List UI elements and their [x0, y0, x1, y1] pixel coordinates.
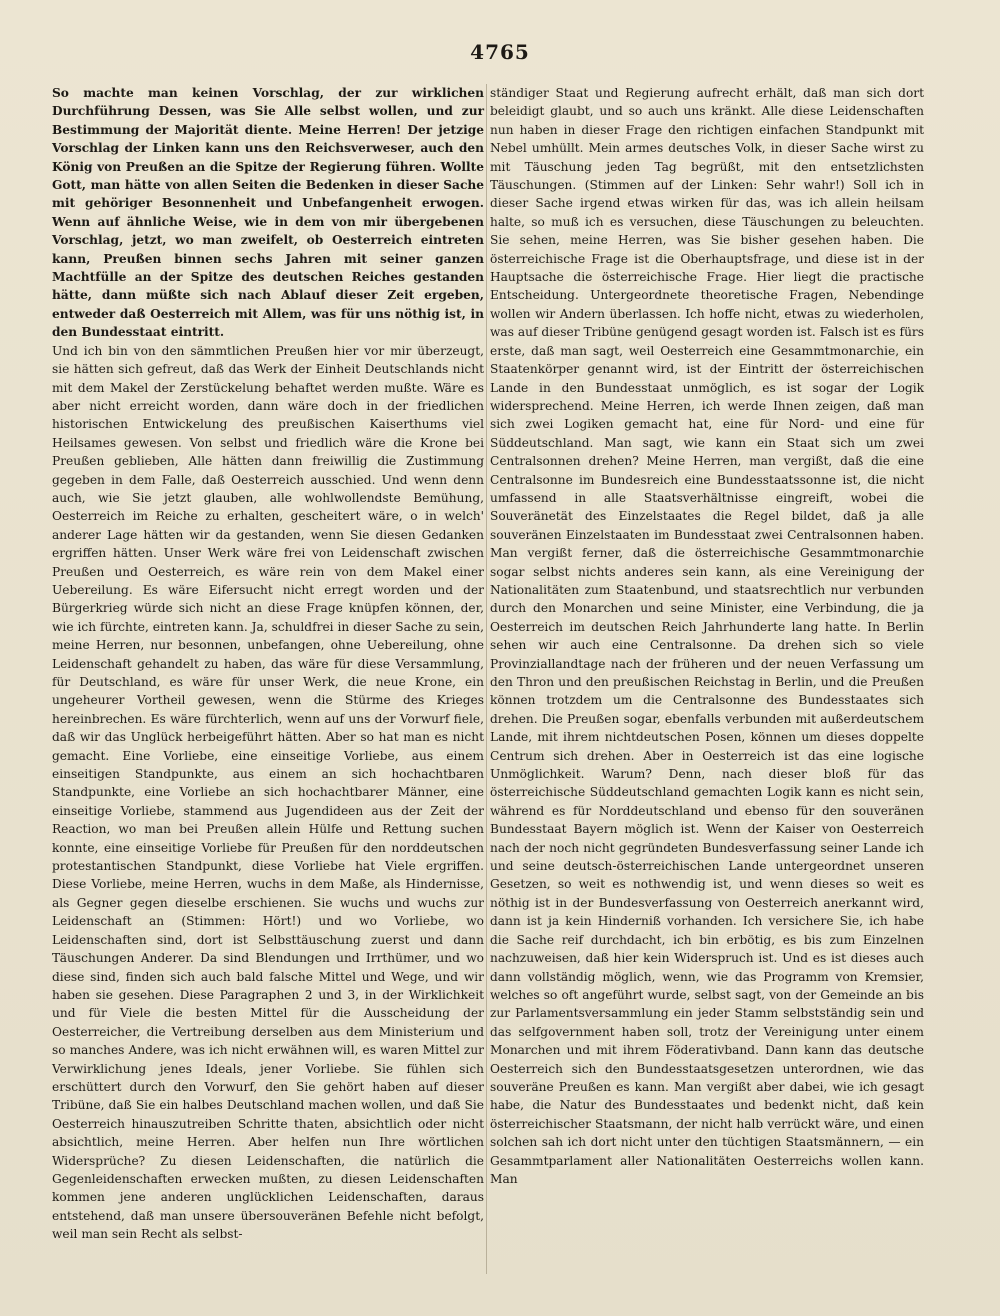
page-number: 4765 — [470, 40, 530, 64]
left-column-lead: So machte man keinen Vorschlag, der zur wirklichen Durchführung Dessen, was Sie Alle selbst wollen, und zur Bestimmung der Majorität diente. Meine Herren! Der jetzige Vorschlag der Linken kann uns den Reichsverweser, auch den König von Preußen an die Spitze der Regierung führen. Wollte Gott, man hätte von allen Seiten die Bedenken in dieser Sache mit gehöriger Besonnenheit und Unbefangenheit erwogen. Wenn auf ähnliche Weise, wie in dem von mir übergebenen Vorschlag, jetzt, wo man zweifelt, ob Oesterreich eintreten kann, Preußen binnen sechs Jahren mit seiner ganzen Machtfülle an der Spitze des deutschen Reiches gestanden hätte, dann müßte sich nach Ablauf dieser Zeit ergeben, entweder daß Oesterreich mit Allem, was für uns nöthig ist, in den Bundesstaat eintritt. — [52, 86, 484, 340]
right-column — [490, 84, 924, 1188]
left-column — [52, 84, 484, 1244]
left-column-body: Und ich bin von den sämmtlichen Preußen hier vor mir überzeugt, sie hätten sich gefreut, daß das Werk der Einheit Deutschlands nicht mit dem Makel der Zerstückelung behaftet werden mußte. Wäre es aber nicht erreicht worden, dann wäre doch in der friedlichen historischen Entwickelung des preußischen Kaiserthums viel Heilsames gewesen. Von selbst und friedlich wäre die Krone bei Preußen geblieben, Alle hätten dann freiwillig die Zustimmung gegeben in dem Falle, daß Oesterreich ausschied. Und wenn denn auch, wie Sie jetzt glauben, alle wohlwollendste Bemühung, Oesterreich im Reiche zu erhalten, gescheitert wäre, o in welch' anderer Lage hätten wir da gestanden, wenn Sie diesen Gedanken ergriffen hätten. Unser Werk wäre frei von Leidenschaft zwischen Preußen und Oesterreich, es wäre rein von dem Makel einer Uebereilung. Es wäre Eifersucht nicht erregt worden und der Bürgerkrieg würde sich nicht an diese Frage knüpfen können, der, wie ich fürchte, eintreten kann. Ja, schuldfrei in dieser Sache zu sein, meine Herren, nur besonnen, unbefangen, ohne Uebereilung, ohne Leidenschaft gehandelt zu haben, das wäre für diese Versammlung, für Deutschland, es wäre für unser Werk, die neue Krone, ein ungeheurer Vortheil gewesen, wenn die Stürme des Krieges hereinbrechen. Es wäre fürchterlich, wenn auf uns der Vorwurf fiele, daß wir das Unglück herbeigeführt hätten. Aber so hat man es nicht gemacht. Eine Vorliebe, eine einseitige Vorliebe, aus einem einseitigen Standpunkte, aus einem an sich hochachtbaren Standpunkte, eine Vorliebe an sich hochachtbarer Männer, eine einseitige Vorliebe, stammend aus Jugendideen aus der Zeit der Reaction, wo man bei Preußen allein Hülfe und Rettung suchen konnte, eine einseitige Vorliebe für Preußen für den norddeutschen protestantischen Standpunkt, diese Vorliebe hat Viele ergriffen. Diese Vorliebe, meine Herren, wuchs in dem Maße, als Hindernisse, als Gegner gegen dieselbe erschienen. Sie wuchs und wuchs zur Leidenschaft an (Stimmen: Hört!) und wo Vorliebe, wo Leidenschaften sind, dort ist Selbsttäuschung zuerst und dann Täuschungen Anderer. Da sind Blendungen und Irrthümer, und wo diese sind, finden sich auch bald falsche Mittel und Wege, und wir haben sie gesehen. Diese Paragraphen 2 und 3, in der Wirklichkeit und für Viele die besten Mittel für die Ausscheidung der Oesterreicher, die Vertreibung derselben aus dem Ministerium und so manches Andere, was ich nicht erwähnen will, es waren Mittel zur Verwirklichung jenes Ideals, jener Vorliebe. Sie fühlen sich erschüttert durch den Vorwurf, den Sie gehört haben auf dieser Tribüne, daß Sie ein halbes Deutschland machen wollen, und daß Sie Oesterreich hinauszutreiben Schritte thaten, absichtlich oder nicht absichtlich, meine Herren. Aber helfen nun Ihre wörtlichen Widersprüche? Zu diesen Leidenschaften, die natürlich die Gegenleidenschaften erwecken mußten, zu diesen Leidenschaften kommen jene anderen unglücklichen Leidenschaften, daraus entstehend, daß man unsere übersouveränen Befehle nicht befolgt, weil man sein Recht als selbst- — [52, 343, 484, 1242]
column-divider — [486, 84, 487, 1274]
right-column-body: ständiger Staat und Regierung aufrecht erhält, daß man sich dort beleidigt glaubt, und so auch uns kränkt. Alle diese Leidenschaften nun haben in dieser Frage den richtigen einfachen Standpunkt mit Nebel umhüllt. Mein armes deutsches Volk, in dieser Sache wirst zu mit Täuschung jeden Tag begrüßt, mit den entsetzlichsten Täuschungen. (Stimmen auf der Linken: Sehr wahr!) Soll ich in dieser Sache irgend etwas wirken für das, was ich allein heilsam halte, so muß ich es versuchen, diese Täuschungen zu beleuchten. Sie sehen, meine Herren, was Sie bisher gesehen haben. Die österreichische Frage ist die Oberhauptsfrage, und diese ist in der Hauptsache die österreichische Frage. Hier liegt die practische Entscheidung. Untergeordnete theoretische Fragen, Nebendinge wollen wir Andern überlassen. Ich hoffe nicht, etwas zu wiederholen, was auf dieser Tribüne genügend gesagt worden ist. Falsch ist es fürs erste, daß man sagt, weil Oesterreich eine Gesammtmonarchie, ein Staatenkörper genannt wird, ist der Eintritt der österreichischen Lande in den Bundesstaat unmöglich, es ist sogar der Logik widersprechend. Meine Herren, ich werde Ihnen zeigen, daß man sich zwei Logiken gemacht hat, eine für Nord- und eine für Süddeutschland. Man sagt, wie kann ein Staat sich um zwei Centralsonnen drehen? Meine Herren, man vergißt, daß die eine Centralsonne im Bundesreich eine Bundesstaatssonne ist, die nicht umfassend in alle Staatsverhältnisse eingreift, wobei die Souveränetät des Einzelstaates die Regel bildet, daß ja alle souveränen Einzelstaaten im Bundesstaat zwei Centralsonnen haben. Man vergißt ferner, daß die österreichische Gesammtmonarchie sogar selbst nichts anderes sein kann, als eine Vereinigung der Nationalitäten zum Staatenbund, und staatsrechtlich nur verbunden durch den Monarchen und seine Minister, eine Verbindung, die ja Oesterreich im deutschen Reich Jahrhunderte lang hatte. In Berlin sehen wir auch eine Centralsonne. Da drehen sich so viele Provinziallandtage nach der früheren und der neuen Verfassung um den Thron und den preußischen Reichstag in Berlin, und die Preußen können trotzdem um die Centralsonne des Bundesstaates sich drehen. Die Preußen sogar, ebenfalls verbunden mit außerdeutschem Lande, mit ihrem nichtdeutschen Posen, können um dieses doppelte Centrum sich drehen. Aber in Oesterreich ist das eine logische Unmöglichkeit. Warum? Denn, nach dieser bloß für das österreichische Süddeutschland gemachten Logik kann es nicht sein, während es für Norddeutschland und ebenso für den souveränen Bundesstaat Bayern möglich ist. Wenn der Kaiser von Oesterreich nach der noch nicht gegründeten Bundesverfassung seiner Lande ich und seine deutsch-österreichischen Lande untergeordnet unseren Gesetzen, so weit es nothwendig ist, und wenn dieses so weit es nöthig ist in der Bundesverfassung von Oesterreich anerkannt wird, dann ist ja kein Hinderniß vorhanden. Ich versichere Sie, ich habe die Sache reif durchdacht, ich bin erbötig, es bis zum Einzelnen nachzuweisen, daß hier kein Widerspruch ist. Und es ist dieses auch dann vollständig möglich, wenn, wie das Programm von Kremsier, welches so oft angeführt wurde, selbst sagt, von der Gemeinde an bis zur Parlamentsversammlung ein jeder Stamm selbstständig sein und das selfgovernment haben soll, trotz der Vereinigung unter einem Monarchen und mit ihrem Föderativband. Dann kann das deutsche Oesterreich sich den Bundesstaatsgesetzen unterordnen, wie das souveräne Preußen es kann. Man vergißt aber dabei, wie ich gesagt habe, die Natur des Bundesstaates und bedenkt nicht, daß kein österreichischer Staatsmann, der nicht halb verrückt wäre, und einen solchen sah ich dort nicht unter den tüchtigen Staatsmännern, — ein Gesammtparlament aller Nationalitäten Oesterreichs wollen kann. Man — [490, 86, 924, 1186]
